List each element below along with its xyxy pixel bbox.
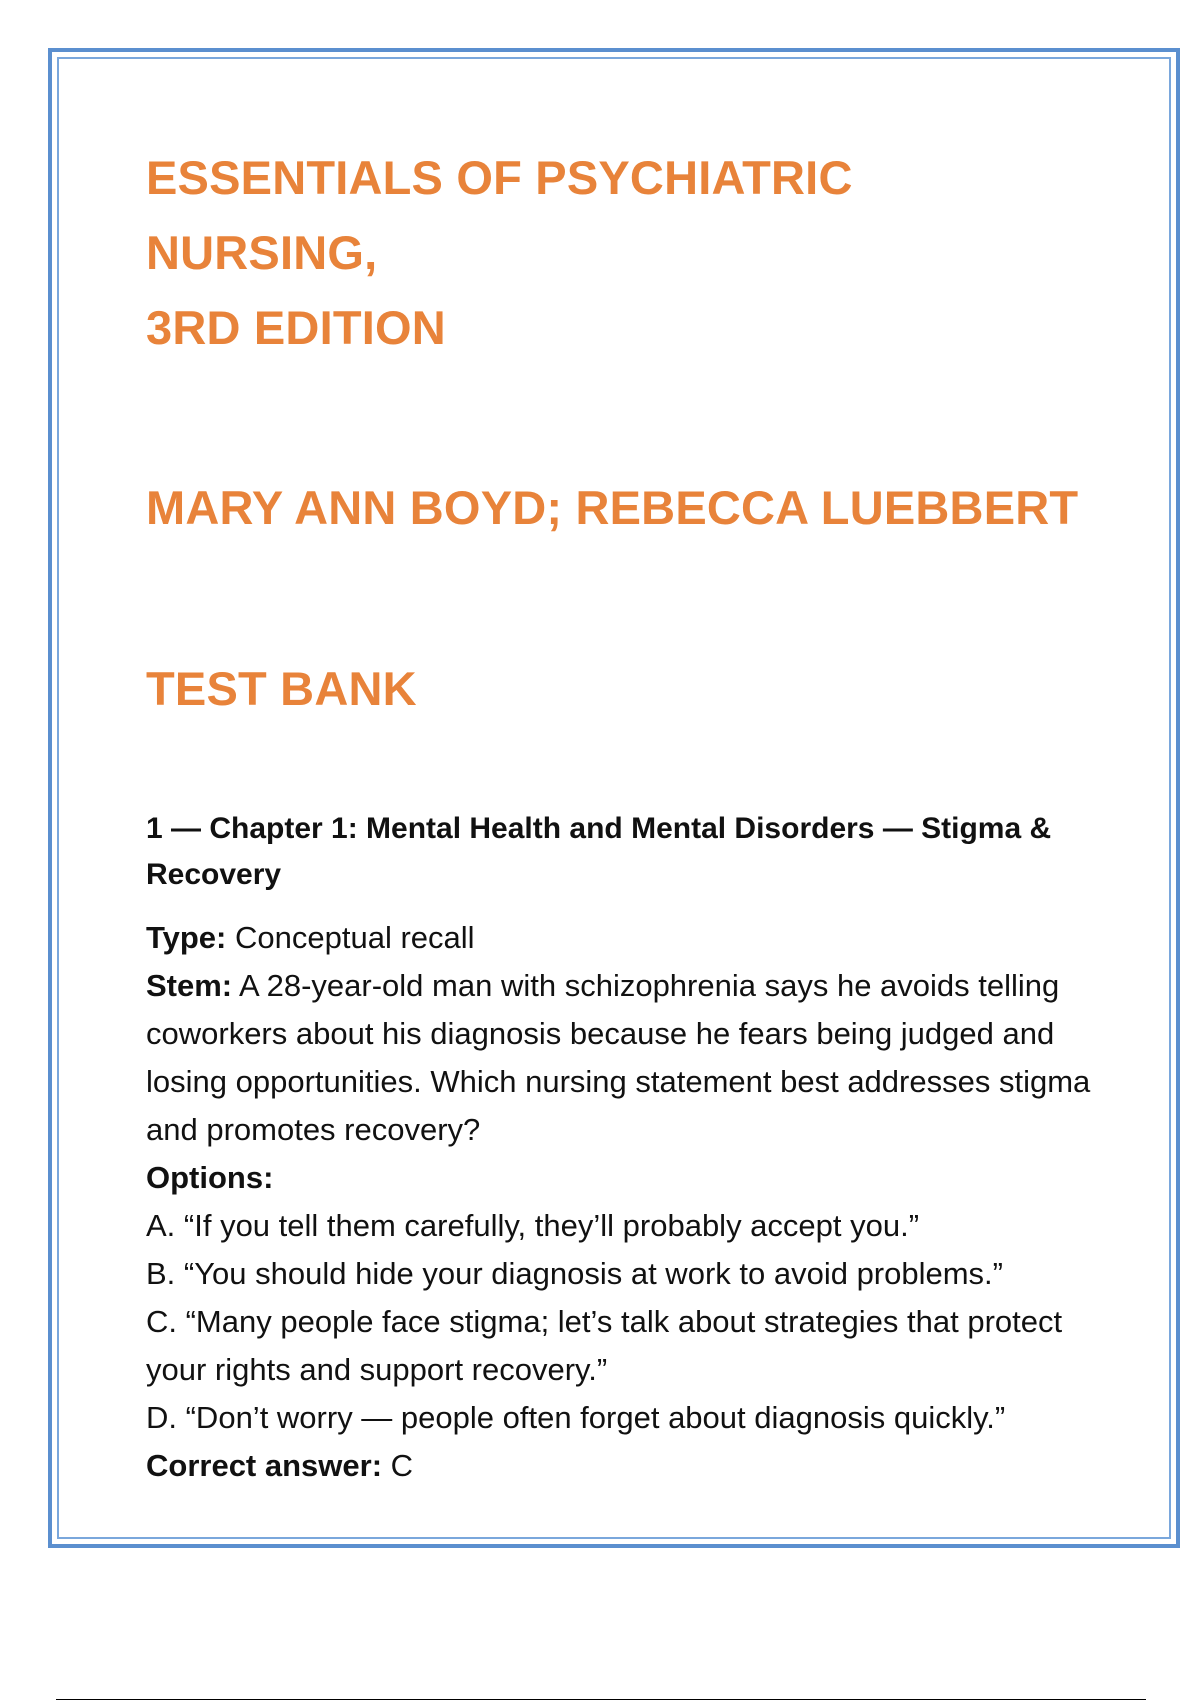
answer-label: Correct answer: — [146, 1448, 383, 1483]
book-title-line-2: 3RD EDITION — [146, 301, 446, 354]
correct-answer — [146, 1442, 1096, 1490]
option-d: D. “Don’t worry — people often forget about diagnosis quickly.” — [146, 1400, 1006, 1435]
option-c: C. “Many people face stigma; let’s talk about strategies that protect your rights and support recovery.” — [146, 1304, 1063, 1387]
answer-value: C — [390, 1448, 414, 1483]
book-authors: MARY ANN BOYD; REBECCA LUEBBERT — [146, 481, 1079, 534]
book-title — [146, 140, 1096, 365]
question-heading: 1 — Chapter 1: Mental Health and Mental Disorders — Stigma & Recovery — [146, 812, 1052, 891]
option-b: B. “You should hide your diagnosis at work to avoid problems.” — [146, 1256, 1003, 1291]
type-value: Conceptual recall — [235, 920, 475, 955]
book-title-line-1: ESSENTIALS OF PSYCHIATRIC NURSING, — [146, 151, 853, 279]
option-a: A. “If you tell them carefully, they’ll probably accept you.” — [146, 1208, 920, 1243]
stem-text: A 28-year-old man with schizophrenia says he avoids telling coworkers about his diagnosis because he fears being judged and losing opportunities. Which nursing statement best addresses stigma and promotes recovery? — [146, 968, 1091, 1147]
question-type — [146, 914, 1096, 962]
options-label: Options: — [146, 1160, 274, 1195]
document-subtitle: TEST BANK — [146, 662, 417, 715]
question-body — [146, 914, 1096, 1490]
question-stem — [146, 962, 1096, 1154]
type-label: Type: — [146, 920, 227, 955]
stem-label: Stem: — [146, 968, 233, 1003]
document-content — [146, 140, 1096, 1490]
